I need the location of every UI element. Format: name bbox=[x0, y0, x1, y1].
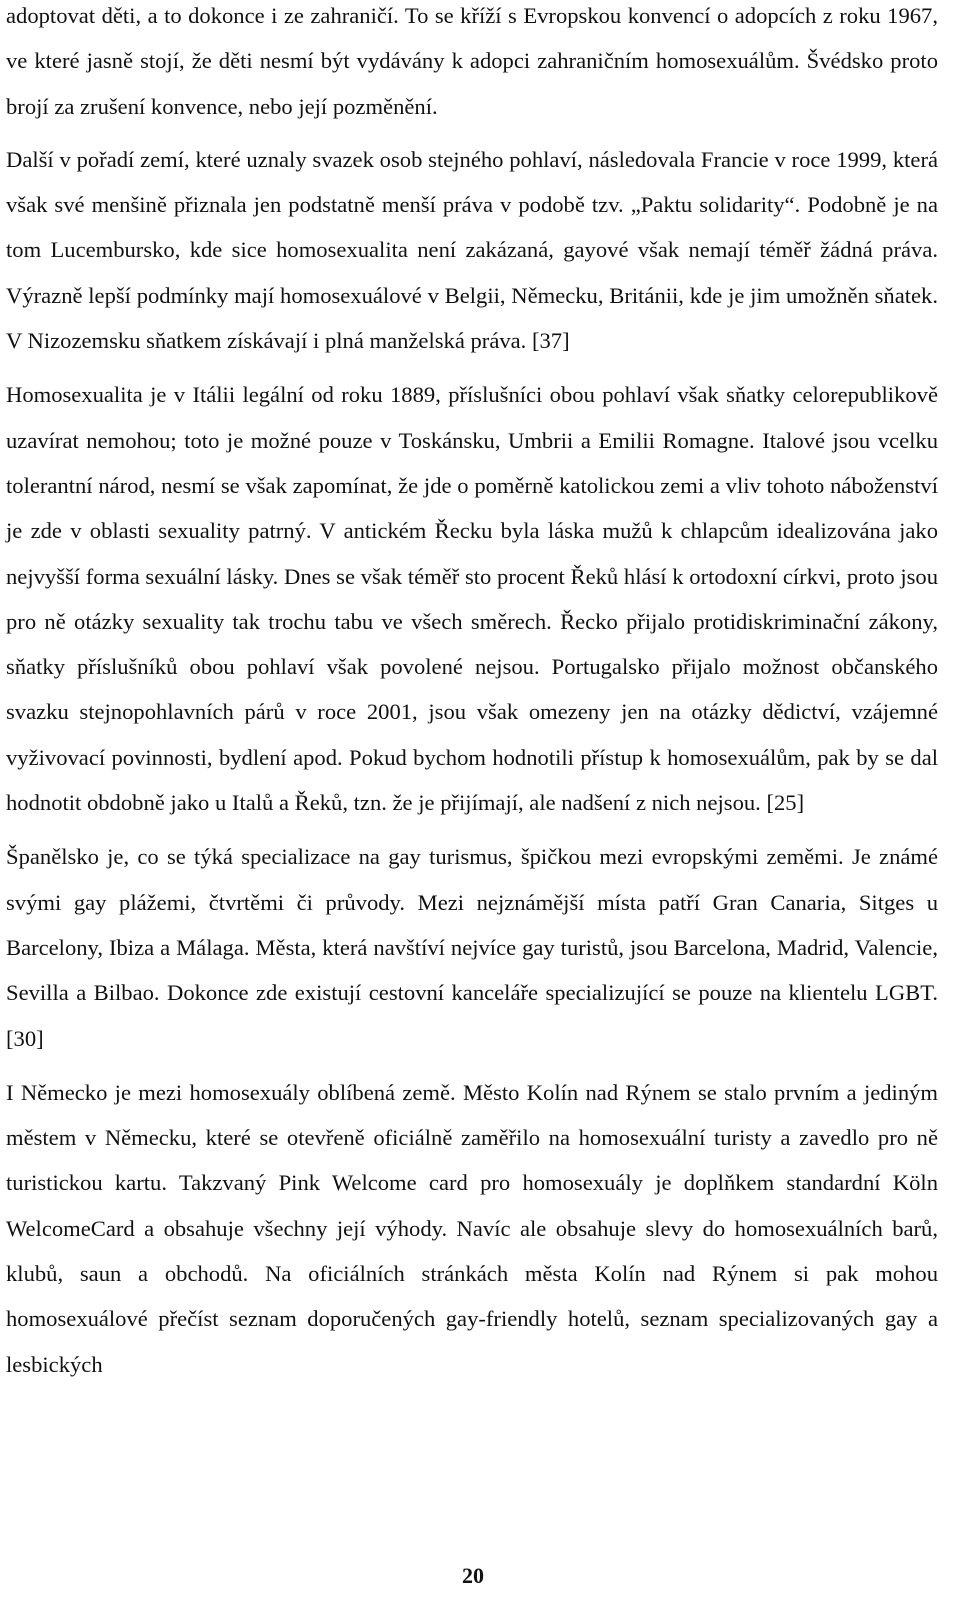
document-page bbox=[6, 0, 938, 1387]
page-number: 20 bbox=[462, 1563, 484, 1588]
paragraph-spain: Španělsko je, co se týká specializace na gay turismus, špičkou mezi evropskými zeměmi. Je známé svými gay plážemi, čtvrtěmi či průvody. Mezi nejznámější místa patří Gran Canaria, Sitges u Barcelony, Ibiza a Málaga. Města, která navštíví nejvíce gay turistů, jsou Barcelona, Madrid, Valencie, Sevilla a Bilbao. Dokonce zde existují cestovní kanceláře specializující se pouze na klientelu LGBT. [30] bbox=[6, 844, 938, 1051]
paragraph-germany-cologne: I Německo je mezi homosexuály oblíbená země. Město Kolín nad Rýnem se stalo prvním a jediným městem v Německu, které se otevřeně oficiálně zaměřilo na homosexuální turisty a zavedlo pro ně turistickou kartu. Takzvaný Pink Welcome card pro homosexuály je doplňkem standardní Köln WelcomeCard a obsahuje všechny její výhody. Navíc ale obsahuje slevy do homosexuálních barů, klubů, saun a obchodů. Na oficiálních stránkách města Kolín nad Rýnem si pak mohou homosexuálové přečíst seznam doporučených gay-friendly hotelů, seznam specializovaných gay a lesbických bbox=[6, 1079, 938, 1377]
paragraph-adoption-convention: adoptovat děti, a to dokonce i ze zahraničí. To se kříží s Evropskou konvencí o adopcích z roku 1967, ve které jasně stojí, že děti nesmí být vydávány k adopci zahraničním homosexuálům. Švédsko proto brojí za zrušení konvence, nebo její pozměnění. bbox=[6, 3, 938, 119]
paragraph-france-luxembourg: Další v pořadí zemí, které uznaly svazek osob stejného pohlaví, následovala Francie v roce 1999, která však své menšině přiznala jen podstatně menší práva v podobě tzv. „Paktu solidarity“. Podobně je na tom Lucembursko, kde sice homosexualita není zakázaná, gayové však nemají téměř žádná práva. Výrazně lepší podmínky mají homosexuálové v Belgii, Německu, Británii, kde je jim umožněn sňatek. V Nizozemsku sňatkem získávají i plná manželská práva. [37] bbox=[6, 146, 938, 354]
paragraph-italy-greece-portugal: Homosexualita je v Itálii legální od roku 1889, příslušníci obou pohlaví však sňatky celorepublikově uzavírat nemohou; toto je možné pouze v Toskánsku, Umbrii a Emilii Romagne. Italové jsou vcelku tolerantní národ, nesmí se však zapomínat, že jde o poměrně katolickou zemi a vliv tohoto náboženství je zde v oblasti sexuality patrný. V antickém Řecku byla láska mužů k chlapcům idealizována jako nejvyšší forma sexuální lásky. Dnes se však téměř sto procent Řeků hlásí k ortodoxní církvi, proto jsou pro ně otázky sexuality tak trochu tabu ve všech směrech. Řecko přijalo protidiskriminační zákony, sňatky příslušníků obou pohlaví však povolené nejsou. Portugalsko přijalo možnost občanského svazku stejnopohlavních párů v roce 2001, jsou však omezeny jen na otázky dědictví, vzájemné vyživovací povinnosti, bydlení apod. Pokud bychom hodnotili přístup k homosexuálům, pak by se dal hodnotit obdobně jako u Italů a Řeků, tzn. že je přijímají, ale nadšení z nich nejsou. [25] bbox=[6, 382, 938, 816]
